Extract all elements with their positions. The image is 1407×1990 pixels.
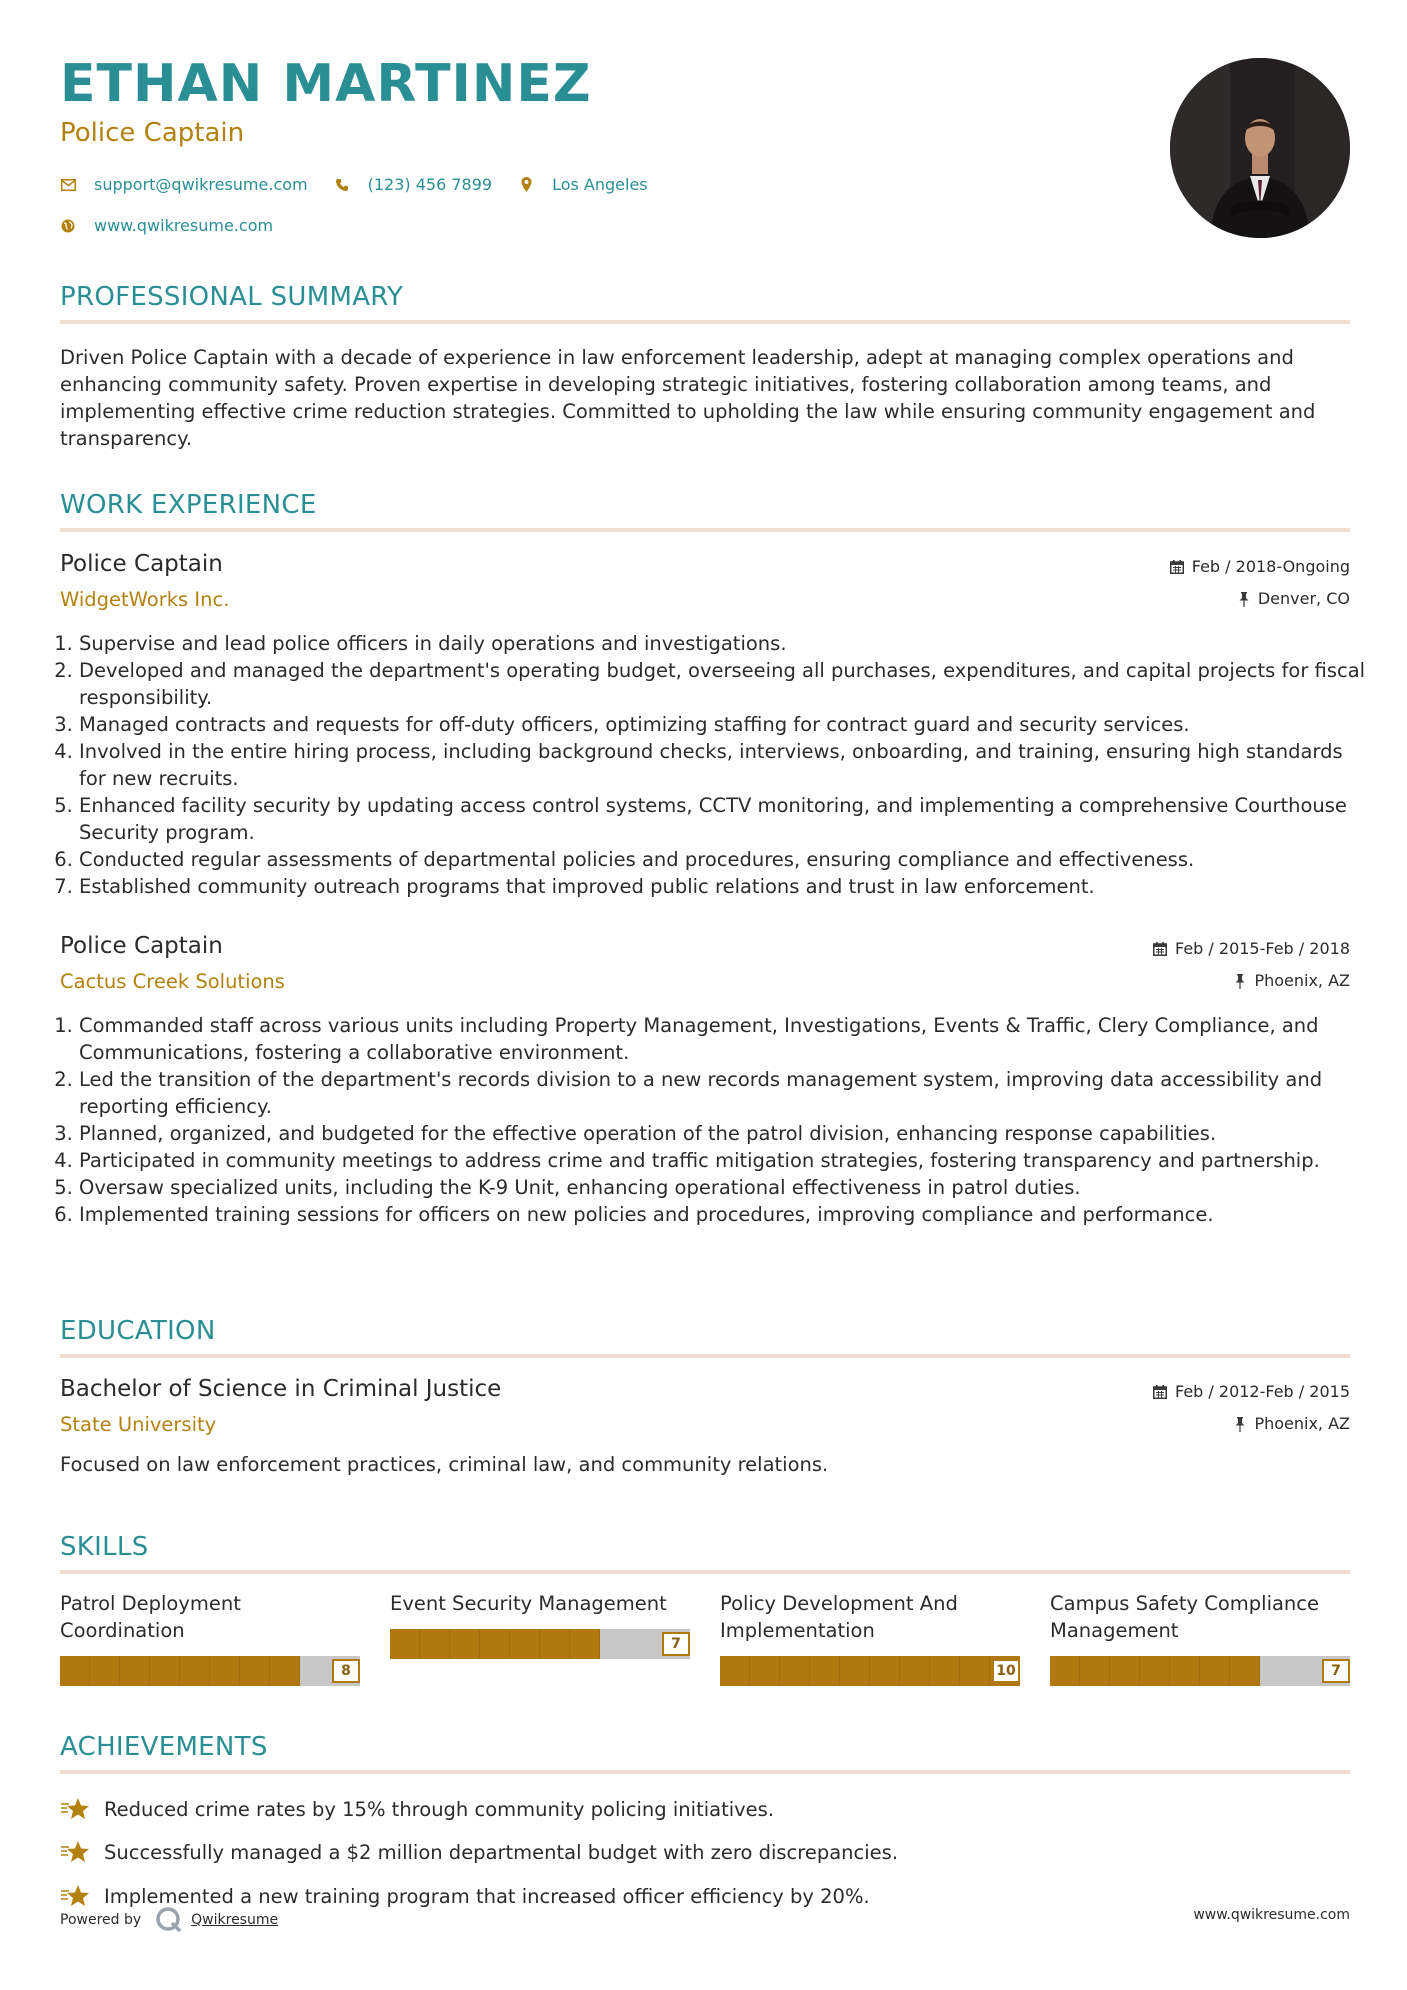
education-description: Focused on law enforcement practices, criminal law, and community relations. (60, 1453, 829, 1476)
achievements-heading: ACHIEVEMENTS (60, 1732, 268, 1762)
skill-segment-filled (1170, 1656, 1200, 1686)
contact-email[interactable] (60, 175, 308, 194)
achievement-item (60, 1839, 898, 1865)
skill-segment-filled (780, 1656, 810, 1686)
job-date-text: Feb / 2018-Ongoing (1191, 557, 1350, 576)
calendar-icon (1170, 560, 1184, 574)
skill-segment-filled (150, 1656, 180, 1686)
achievement-item (60, 1796, 774, 1822)
skill-segment-filled (420, 1629, 450, 1659)
skill-segment-filled (510, 1629, 540, 1659)
list-item: 2. Developed and managed the department's operating budget, overseeing all purchases, expenditures, and capital projects for fiscal responsibility. (79, 657, 1369, 711)
skill-item (60, 1590, 360, 1679)
contact-location (518, 175, 648, 194)
education-location (1234, 1416, 1350, 1432)
skill-segment-filled (930, 1656, 960, 1686)
skill-name: Event Security Management (390, 1592, 667, 1615)
skill-level-badge: 8 (332, 1659, 360, 1683)
phone-icon (334, 177, 350, 193)
skill-segment-filled (960, 1656, 990, 1686)
job-date (1153, 941, 1350, 957)
skill-level-badge: 7 (662, 1632, 690, 1656)
list-item: 3. Planned, organized, and budgeted for the effective operation of the patrol division, enhancing response capabilities. (79, 1120, 1369, 1147)
education-divider (60, 1354, 1350, 1358)
job-company: WidgetWorks Inc. (60, 588, 230, 611)
star-icon (60, 1796, 92, 1822)
degree-title: Bachelor of Science in Criminal Justice (60, 1376, 502, 1402)
list-item: 6. Implemented training sessions for officers on new policies and procedures, improving compliance and performance. (79, 1201, 1369, 1228)
job-role: Police Captain (60, 933, 223, 959)
skill-segment-filled (210, 1656, 240, 1686)
list-item: 7. Established community outreach programs that improved public relations and trust in law enforcement. (79, 873, 1369, 900)
education-date (1153, 1384, 1350, 1400)
skill-item (720, 1590, 1020, 1679)
skill-segment-filled (570, 1629, 600, 1659)
star-icon (60, 1839, 92, 1865)
candidate-title: Police Captain (60, 118, 245, 148)
skill-segment-empty (1260, 1656, 1290, 1686)
skill-segment-filled (1200, 1656, 1230, 1686)
skill-segment-empty (1290, 1656, 1320, 1686)
footer-site-link[interactable]: www.qwikresume.com (1193, 1907, 1350, 1923)
summary-heading: PROFESSIONAL SUMMARY (60, 282, 404, 312)
globe-icon (60, 218, 76, 234)
skill-segment-filled (90, 1656, 120, 1686)
calendar-icon (1153, 1385, 1167, 1399)
calendar-icon (1153, 942, 1167, 956)
phone-text: (123) 456 7899 (367, 175, 493, 194)
location-pin-icon (518, 177, 534, 193)
skill-segment-filled (750, 1656, 780, 1686)
list-item: 5. Oversaw specialized units, including the K-9 Unit, enhancing operational effectiveness in patrol duties. (79, 1174, 1369, 1201)
skill-segment-filled (1140, 1656, 1170, 1686)
list-item: 6. Conducted regular assessments of departmental policies and procedures, ensuring compliance and effectiveness. (79, 846, 1369, 873)
skill-segment-filled (390, 1629, 420, 1659)
list-item: 5. Enhanced facility security by updating access control systems, CCTV monitoring, and implementing a comprehensive Courthouse Security program. (79, 792, 1369, 846)
skill-segment-filled (720, 1656, 750, 1686)
footer-powered-by (60, 1906, 278, 1934)
job-location (1238, 591, 1350, 607)
skill-segment-filled (1080, 1656, 1110, 1686)
list-item: 3. Managed contracts and requests for off-duty officers, optimizing staffing for contract guard and security services. (79, 711, 1369, 738)
skill-segment-filled (180, 1656, 210, 1686)
job-location-text: Denver, CO (1257, 589, 1350, 608)
skill-bar (1050, 1656, 1350, 1686)
profile-photo (1170, 58, 1350, 238)
job-bullets-2 (60, 1012, 1369, 1228)
job-bullets-1 (60, 630, 1369, 900)
education-heading: EDUCATION (60, 1316, 216, 1346)
skill-segment-filled (1110, 1656, 1140, 1686)
skill-name: Campus Safety Compliance Management (1050, 1592, 1320, 1642)
skills-divider (60, 1570, 1350, 1574)
pushpin-icon (1234, 974, 1246, 989)
job-company: Cactus Creek Solutions (60, 970, 285, 993)
job-location (1234, 973, 1350, 989)
list-item: 1. Supervise and lead police officers in daily operations and investigations. (79, 630, 1369, 657)
achievements-divider (60, 1770, 1350, 1774)
email-text: support@qwikresume.com (94, 175, 308, 194)
skill-segment-filled (240, 1656, 270, 1686)
job-date (1170, 559, 1350, 575)
list-item: 4. Participated in community meetings to address crime and traffic mitigation strategies, fostering transparency and partnership. (79, 1147, 1369, 1174)
skills-heading: SKILLS (60, 1532, 149, 1562)
skill-segment-filled (1050, 1656, 1080, 1686)
achievement-text: Implemented a new training program that increased officer efficiency by 20%. (104, 1884, 870, 1908)
contact-row-website (60, 216, 299, 235)
summary-divider (60, 320, 1350, 324)
qwikresume-logo-icon (155, 1906, 183, 1934)
skill-item (1050, 1590, 1350, 1679)
pushpin-icon (1234, 1417, 1246, 1432)
job-role: Police Captain (60, 551, 223, 577)
skill-level-badge: 10 (992, 1659, 1020, 1683)
skill-segment-filled (840, 1656, 870, 1686)
experience-heading: WORK EXPERIENCE (60, 490, 317, 520)
skill-segment-filled (450, 1629, 480, 1659)
education-location-text: Phoenix, AZ (1254, 1414, 1350, 1433)
list-item: 4. Involved in the entire hiring process, including background checks, interviews, onboarding, and training, ensuring high standards for new recruits. (79, 738, 1369, 792)
school-name: State University (60, 1413, 217, 1436)
skill-segment-filled (60, 1656, 90, 1686)
powered-by-label: Powered by (60, 1912, 142, 1928)
skill-item (390, 1590, 690, 1652)
job-location-text: Phoenix, AZ (1254, 971, 1350, 990)
summary-text: Driven Police Captain with a decade of experience in law enforcement leadership, adept at managing complex operations and enhancing community safety. Proven expertise in developing strategic initiatives, fostering collaboration among teams, and implementing effective crime reduction strategies. Committed to upholding the law while ensuring community engagement and transparency. (60, 346, 1316, 450)
skill-bar (60, 1656, 360, 1686)
experience-divider (60, 528, 1350, 532)
skill-segment-filled (120, 1656, 150, 1686)
achievement-text: Successfully managed a $2 million departmental budget with zero discrepancies. (104, 1840, 899, 1864)
skill-segment-filled (480, 1629, 510, 1659)
skill-bar (720, 1656, 1020, 1686)
skill-segment-empty (600, 1629, 630, 1659)
skill-segment-filled (540, 1629, 570, 1659)
skill-segment-empty (630, 1629, 660, 1659)
pushpin-icon (1238, 592, 1250, 607)
list-item: 1. Commanded staff across various units including Property Management, Investigations, Events & Traffic, Clery Compliance, and Communications, fostering a collaborative environment. (79, 1012, 1369, 1066)
skill-segment-filled (900, 1656, 930, 1686)
contact-row (60, 175, 674, 194)
website-text: www.qwikresume.com (94, 216, 274, 235)
skill-segment-filled (810, 1656, 840, 1686)
skill-segment-filled (1230, 1656, 1260, 1686)
job-date-text: Feb / 2015-Feb / 2018 (1175, 939, 1350, 958)
resume-page (60, 0, 1366, 1990)
education-date-text: Feb / 2012-Feb / 2015 (1175, 1382, 1350, 1401)
skill-segment-empty (300, 1656, 330, 1686)
achievement-text: Reduced crime rates by 15% through community policing initiatives. (104, 1797, 775, 1821)
candidate-name: ETHAN MARTINEZ (60, 54, 592, 114)
skill-segment-filled (270, 1656, 300, 1686)
contact-phone[interactable] (334, 175, 492, 194)
skill-name: Policy Development And Implementation (720, 1592, 958, 1642)
location-text: Los Angeles (552, 175, 648, 194)
skill-segment-filled (870, 1656, 900, 1686)
contact-website[interactable] (60, 216, 273, 235)
skill-bar (390, 1629, 690, 1659)
list-item: 2. Led the transition of the department's records division to a new records management system, improving data accessibility and reporting efficiency. (79, 1066, 1369, 1120)
skill-level-badge: 7 (1322, 1659, 1350, 1683)
qwikresume-link[interactable]: Qwikresume (191, 1912, 279, 1928)
skill-name: Patrol Deployment Coordination (60, 1592, 241, 1642)
envelope-icon (60, 177, 76, 193)
